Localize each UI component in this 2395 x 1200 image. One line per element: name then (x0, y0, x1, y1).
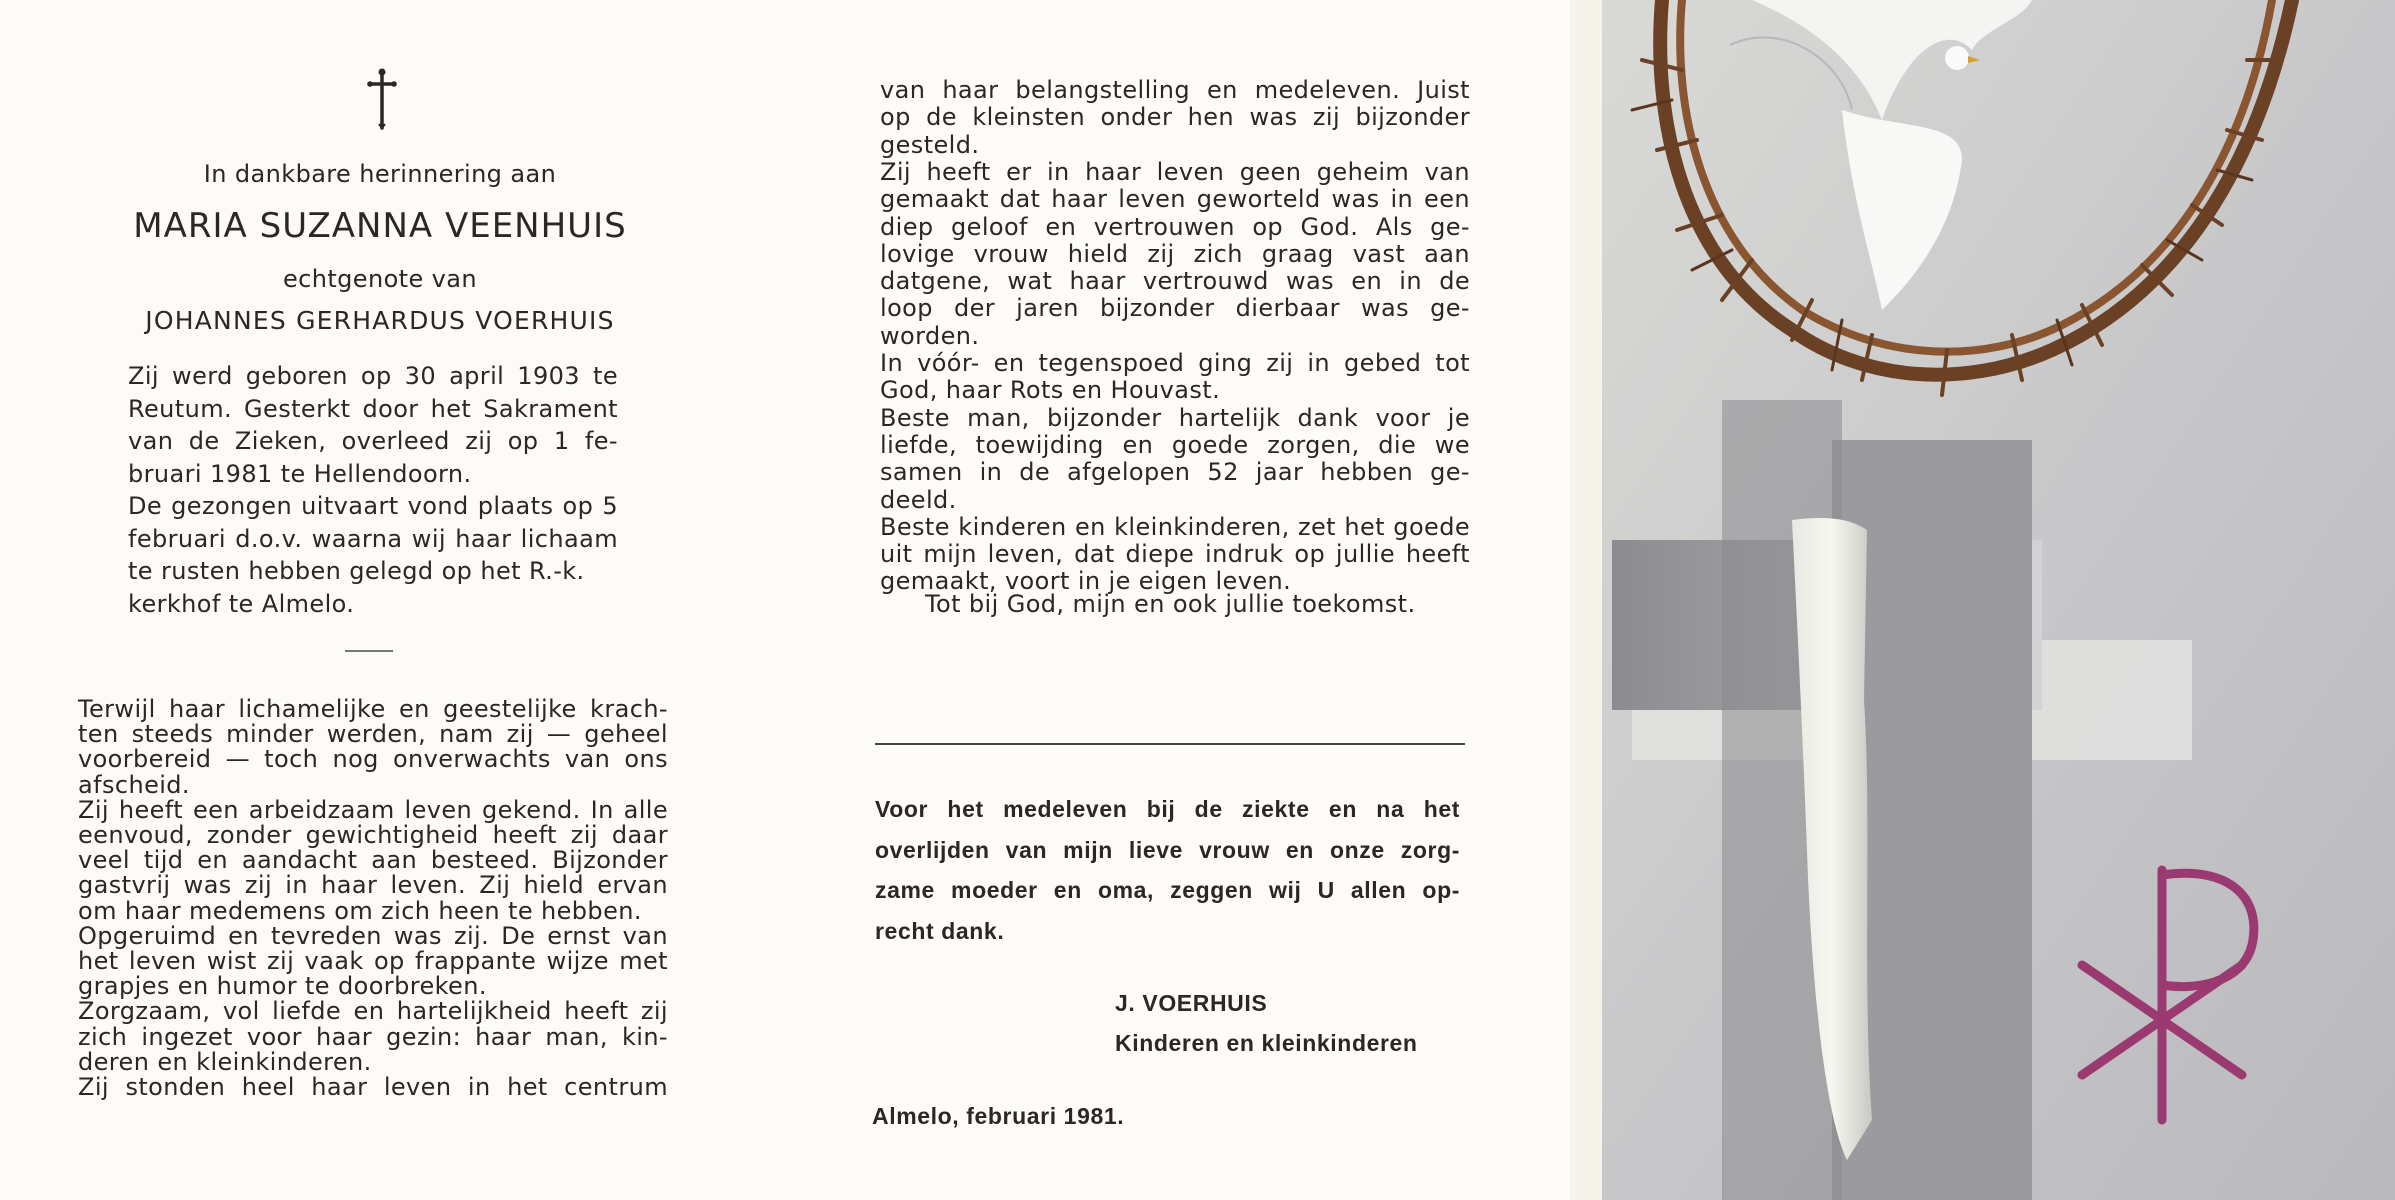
body-line: eenvoud, zonder gewichtigheid heeft zij daar (78, 821, 668, 849)
closing-line: Tot bij God, mijn en ook jullie toekomst. (925, 590, 1416, 618)
bio-line: Reutum. Gesterkt door het Sakrament (128, 394, 618, 423)
body-line: gemaakt, voort in je eigen leven. (880, 567, 1292, 596)
body-line: God, haar Rots en Houvast. (880, 376, 1221, 405)
body-line: grapjes en humor te doorbreken. (78, 972, 487, 1001)
middle-card-panel (780, 0, 1570, 1200)
left-card-panel (0, 0, 780, 1200)
body-line: Zij stonden heel haar leven in het centrum (78, 1073, 668, 1101)
spouse-intro: echtgenote van (282, 265, 477, 293)
body-line: Beste man, bijzonder hartelijk dank voor je (880, 403, 1470, 432)
body-line: voorbereid — toch nog onverwachts van ons (78, 745, 668, 774)
body-line: liefde, toewijding en goede zorgen, die we (880, 430, 1470, 459)
body-line: om haar medemens om zich heen te hebben. (78, 896, 642, 925)
bio-line: Zij werd geboren op 30 april 1903 te (128, 362, 618, 390)
divider-long (875, 743, 1465, 745)
body-line: Zorgzaam, vol liefde en hartelijkheid heeft zij (78, 997, 668, 1026)
body-line: gesteld. (880, 130, 980, 159)
thanks-line: overlijden van mijn lieve vrouw en onze zorg- (875, 836, 1460, 863)
body-line: deeld. (880, 485, 957, 514)
body-line: veel tijd en aandacht aan besteed. Bijzonder (78, 846, 668, 875)
bio-line: te rusten hebben gelegd op het R.-k. (128, 557, 585, 585)
body-line: Beste kinderen en kleinkinderen, zet het goede (880, 512, 1470, 541)
body-line: Opgeruimd en tevreden was zij. De ernst van (78, 921, 668, 950)
body-line: Zij heeft er in haar leven geen geheim van (880, 157, 1470, 186)
body-line: zich ingezet voor haar gezin: haar man, kin- (78, 1022, 668, 1051)
body-line: ten steeds minder werden, nam zij — geheel (78, 720, 668, 749)
body-line: het leven wist zij vaak op frappante wijze met (78, 947, 668, 975)
body-line: In vóór- en tegenspoed ging zij in gebed tot (880, 349, 1470, 377)
body-line: datgene, wat haar vertrouwd was en in de (880, 267, 1470, 296)
bio-line: De gezongen uitvaart vond plaats op 5 (128, 492, 618, 520)
bio-line: kerkhof te Almelo. (128, 589, 355, 618)
devotional-picture (1602, 0, 2395, 1200)
body-line: afscheid. (78, 770, 190, 799)
body-line: loop der jaren bijzonder dierbaar was ge- (880, 294, 1470, 323)
body-line: uit mijn leven, dat diepe indruk op jullie heeft (880, 540, 1470, 569)
body-line: van haar belangstelling en medeleven. Juist (880, 76, 1470, 104)
signature-family: Kinderen en kleinkinderen (1115, 1030, 1418, 1056)
body-line: diep geloof en vertrouwen op God. Als ge- (880, 212, 1470, 241)
spouse-name: JOHANNES GERHARDUS VOERHUIS (145, 306, 615, 335)
cross-icon (362, 64, 402, 132)
place-date: Almelo, februari 1981. (872, 1103, 1125, 1129)
divider (345, 650, 393, 652)
thanks-line: Voor het medeleven bij de ziekte en na het (875, 796, 1460, 822)
thanks-line: recht dank. (875, 917, 1005, 944)
card-edge (1570, 0, 1602, 1200)
signature-name: J. VOERHUIS (1115, 990, 1268, 1016)
body-line: gemaakt dat haar leven geworteld was in een (880, 185, 1470, 214)
body-line: gastvrij was zij in haar leven. Zij hield ervan (78, 871, 668, 900)
body-line: op de kleinsten onder hen was zij bijzonder (880, 103, 1470, 132)
body-line: worden. (880, 321, 980, 350)
body-line: lovige vrouw hield zij zich graag vast aan (880, 239, 1470, 268)
deceased-name: MARIA SUZANNA VEENHUIS (133, 206, 627, 246)
body-line: Zij heeft een arbeidzaam leven gekend. In alle (78, 795, 668, 824)
thanks-line: zame moeder en oma, zeggen wij U allen op- (875, 877, 1460, 903)
bio-line: van de Zieken, overleed zij op 1 fe- (128, 427, 618, 455)
body-line: deren en kleinkinderen. (78, 1047, 372, 1076)
bio-line: februari d.o.v. waarna wij haar lichaam (128, 524, 618, 553)
bio-line: bruari 1981 te Hellendoorn. (128, 459, 472, 488)
body-line: samen in de afgelopen 52 jaar hebben ge- (880, 458, 1470, 487)
header-intro: In dankbare herinnering aan (203, 160, 557, 188)
body-line: Terwijl haar lichamelijke en geestelijke krach- (78, 695, 668, 723)
picture-illustration (1602, 0, 2395, 1200)
